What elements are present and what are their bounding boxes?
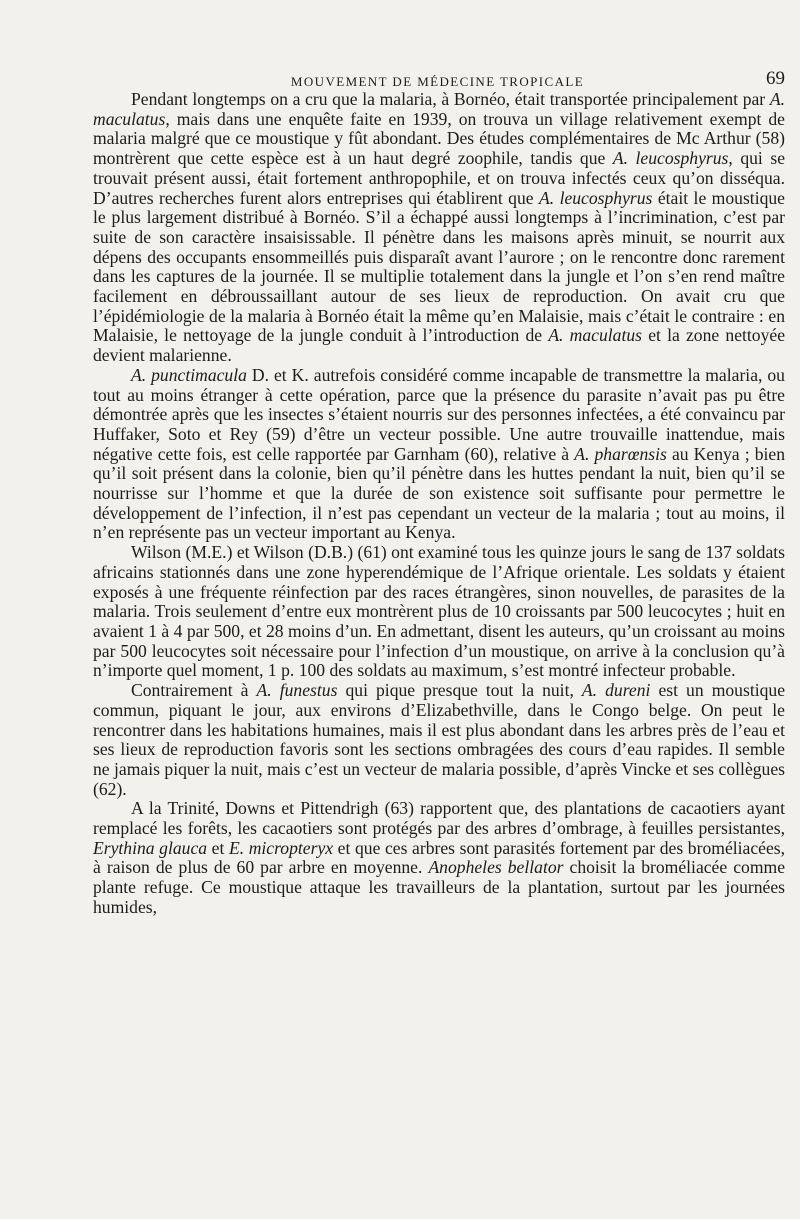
- text-run: Wilson (M.E.) et Wilson (D.B.) (61) ont examiné tous les quinze jours le sang de 137 soldats africains stationnés dans une zone hyperendémique de l’Afrique orientale. Les soldats y étaient exposés à une fréquente réinfection par des races étrangères, sinon nouvelles, de parasites de la malaria. Trois seulement d’entre eux montrèrent plus de 10 croissants par 500 leucocytes ; huit en avaient 1 à 4 par 500, et 28 moins d’un. En admettant, disent les auteurs, qu’un croissant au moins par 500 leucocytes soit nécessaire pour l’infection d’un moustique, on arrive à la conclusion qu’à n’importe quel moment, 1 p. 100 des soldats au maximum, s’est montré infecteur probable.: [93, 542, 786, 681]
- text-run: au Kenya ; bien qu’il soit présent dans la colonie, bien qu’il pénètre dans les huttes pendant la nuit, bien qu’il se nourrisse sur l’homme et que la durée de son existence soit suffisante pour permettre le développement de l’infection, il n’est pas cependant un vecteur de la malaria ; tout au moins, il n’en représente pas un vecteur important au Kenya.: [93, 443, 786, 543]
- text-run: était le moustique le plus largement distribué à Bornéo. S’il a échappé aussi longtemps à l’incrimination, c’est par suite de son caractère insaisissable. Il pénètre dans les maisons après minuit, se nourrit aux dépens des occupants ensommeillés puis disparaît avant l’aurore ; on le rencontre donc rarement dans les captures de la journée. Il se multiplie totalement dans la jungle et l’on s’en rend maître facilement en débroussaillant autour de ses lieux de reproduction. On avait cru que l’épidémiologie de la malaria à Bornéo était la même qu’en Malaisie, mais c’était le contraire : en Malaisie, le nettoyage de la jungle conduit à l’introduction de: [93, 187, 785, 346]
- italic-term: A. leucosphyrus: [538, 187, 653, 208]
- text-run: est un moustique commun, piquant le jour, aux environs d’Elizabethville, dans le Congo belge. On peut le rencontrer dans les habitations humaines, mais il est plus abondant dans les arbres près de l’eau et ses lieux de reproduction favoris sont les sections ombragées des cours d’eau rapides. Il semble ne jamais piquer la nuit, mais c’est un vecteur de malaria possible, d’après Vincke et ses collègues (62).: [93, 680, 786, 799]
- italic-term: A. maculatus: [93, 89, 785, 129]
- page-number: 69: [766, 68, 785, 89]
- paragraph-punctimacula: [93, 366, 785, 543]
- italic-term: A. leucosphyrus: [612, 148, 729, 169]
- italic-term: A. funestus: [256, 680, 338, 701]
- body-text: [93, 90, 785, 918]
- paragraph-borneo: [93, 90, 785, 366]
- text-run: , qui se trouvait présent aussi, était fortement anthropophile, et on trouva infectés ceux qu’on disséqua. D’autres recherches furent alors entreprises qui établirent que: [93, 148, 786, 208]
- text-run: et que ces arbres sont parasités fortement par des broméliacées, à raison de plus de 60 par arbre en moyenne.: [93, 837, 786, 878]
- italic-term: A. maculatus: [548, 325, 642, 346]
- text-run: qui pique presque tout la nuit,: [337, 680, 582, 701]
- text-run: A la Trinité, Downs et Pittendrigh (63) rapportent que, des plantations de cacaotiers ayant remplacé les forêts, les cacaotiers sont protégés par des arbres d’ombrage, à feuilles persistantes,: [93, 798, 785, 839]
- text-run: et: [207, 837, 229, 858]
- paragraph-wilson: [93, 543, 785, 681]
- italic-term: Erythina glauca: [93, 837, 208, 858]
- running-title: MOUVEMENT DE MÉDECINE TROPICALE: [290, 74, 585, 89]
- text-run: D. et K. autrefois considéré comme incapable de transmettre la malaria, ou tout au moins étranger à cette opération, parce que la présence du parasite n’avait pas pu être démontrée après que les insectes s’étaient nourris sur des personnes infectées, a été convaincu par Huffaker, Soto et Rey (59) d’être un vecteur possible. Une autre trouvaille inattendue, mais négative cette fois, est celle rapportée par Garnham (60), relative à: [93, 364, 785, 464]
- italic-term: A. punctimacula: [131, 364, 247, 385]
- text-run: et la zone nettoyée devient malarienne.: [93, 325, 786, 366]
- italic-term: A. dureni: [581, 680, 651, 701]
- text-run: choisit la broméliacée comme plante refuge. Ce moustique attaque les travailleurs de la plantation, surtout par les journées humides,: [93, 857, 785, 917]
- italic-term: Anopheles bellator: [428, 857, 564, 878]
- text-run: Contrairement à: [131, 680, 257, 701]
- text-run: , mais dans une enquête faite en 1939, on trouva un village relativement exempt de malaria malgré que ce moustique y fût abondant. Des études complémentaires de Mc Arthur (58) montrèrent que cette espèce est à un haut degré zoophile, tandis que: [93, 108, 785, 169]
- paragraph-trinite: [93, 799, 785, 917]
- italic-term: A. pharœnsis: [574, 443, 667, 464]
- italic-term: E. micropteryx: [228, 837, 334, 858]
- text-run: Pendant longtemps on a cru que la malaria, à Bornéo, était transportée principalement par: [131, 89, 770, 109]
- paragraph-funestus-dureni: [93, 681, 785, 799]
